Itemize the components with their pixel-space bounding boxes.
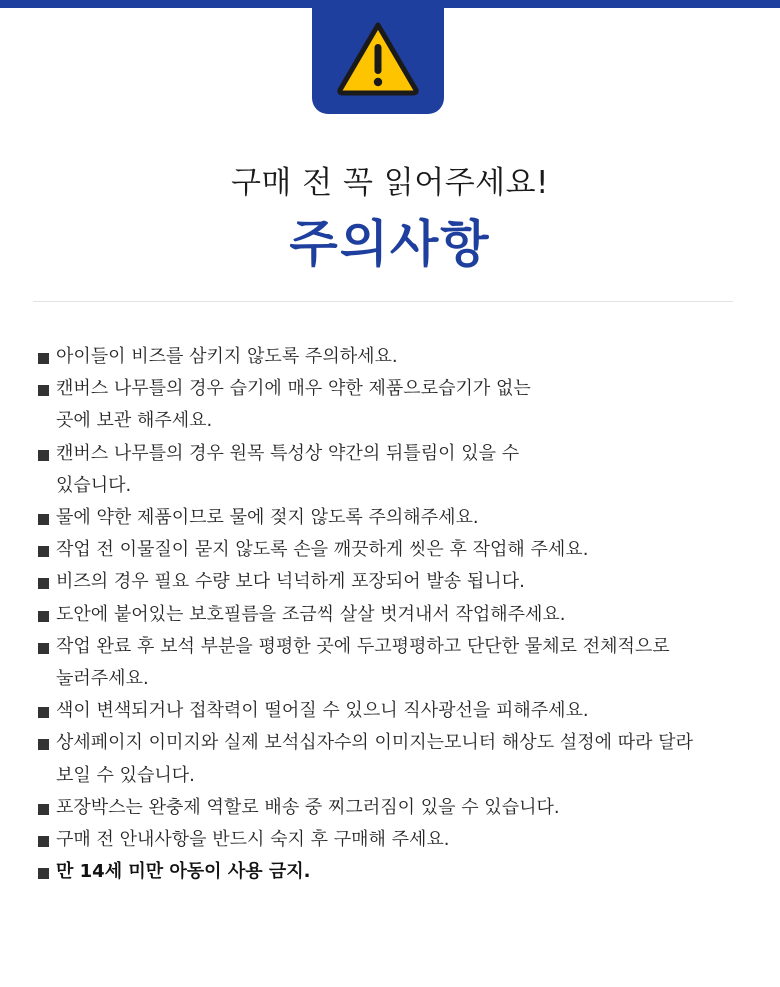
page-subtitle: 구매 전 꼭 읽어주세요!	[230, 165, 549, 201]
notice-text: 캔버스 나무틀의 경우 원목 특성상 약간의 뒤틀림이 있을 수	[56, 442, 520, 464]
list-item	[36, 727, 752, 791]
notice-list	[36, 341, 752, 888]
notice-text: 비즈의 경우 필요 수량 보다 넉넉하게 포장되어 발송 됩니다.	[56, 571, 525, 593]
list-item	[36, 631, 752, 695]
list-item	[36, 341, 752, 373]
divider	[33, 301, 733, 302]
notice-text: 구매 전 안내사항을 반드시 숙지 후 구매해 주세요.	[56, 829, 450, 851]
square-bullet-icon	[38, 804, 49, 815]
list-item	[36, 534, 752, 566]
list-item	[36, 502, 752, 534]
notice-text: 있습니다.	[56, 474, 132, 496]
notice-text: 눌러주세요.	[56, 668, 149, 690]
notice-text: 보일 수 있습니다.	[56, 764, 195, 786]
notice-text: 작업 전 이물질이 묻지 않도록 손을 깨끗하게 씻은 후 작업해 주세요.	[56, 539, 589, 561]
list-item	[36, 566, 752, 598]
square-bullet-icon	[38, 514, 49, 525]
list-item	[36, 824, 752, 856]
list-item	[36, 695, 752, 727]
square-bullet-icon	[38, 836, 49, 847]
notice-text: 물에 약한 제품이므로 물에 젖지 않도록 주의해주세요.	[56, 507, 479, 529]
list-item	[36, 599, 752, 631]
square-bullet-icon	[38, 739, 49, 750]
square-bullet-icon	[38, 385, 49, 396]
square-bullet-icon	[38, 450, 49, 461]
notice-text: 도안에 붙어있는 보호필름을 조금씩 살살 벗겨내서 작업해주세요.	[56, 603, 566, 625]
square-bullet-icon	[38, 353, 49, 364]
notice-text: 아이들이 비즈를 삼키지 않도록 주의하세요.	[56, 346, 398, 367]
page-title: 주의사항	[289, 215, 491, 273]
list-item	[36, 438, 752, 502]
square-bullet-icon	[38, 707, 49, 718]
notice-text: 상세페이지 이미지와 실제 보석십자수의 이미지는모니터 해상도 설정에 따라 달라	[56, 732, 693, 754]
square-bullet-icon	[38, 546, 49, 557]
square-bullet-icon	[38, 578, 49, 589]
list-item	[36, 856, 752, 888]
notice-text: 만 14세 미만 아동이 사용 금지.	[56, 861, 311, 883]
list-item	[36, 373, 752, 437]
notice-text: 캔버스 나무틀의 경우 습기에 매우 약한 제품으로습기가 없는	[56, 378, 531, 400]
notice-text: 색이 변색되거나 접착력이 떨어질 수 있으니 직사광선을 피해주세요.	[56, 700, 589, 722]
list-item	[36, 792, 752, 824]
notice-text: 작업 완료 후 보석 부분을 평평한 곳에 두고평평하고 단단한 물체로 전체적으로	[56, 635, 670, 657]
square-bullet-icon	[38, 643, 49, 654]
notice-text: 포장박스는 완충제 역할로 배송 중 찌그러짐이 있을 수 있습니다.	[56, 796, 560, 818]
notice-text: 곳에 보관 해주세요.	[56, 410, 213, 432]
square-bullet-icon	[38, 611, 49, 622]
square-bullet-icon	[38, 868, 49, 879]
warning-triangle-icon	[336, 20, 420, 96]
